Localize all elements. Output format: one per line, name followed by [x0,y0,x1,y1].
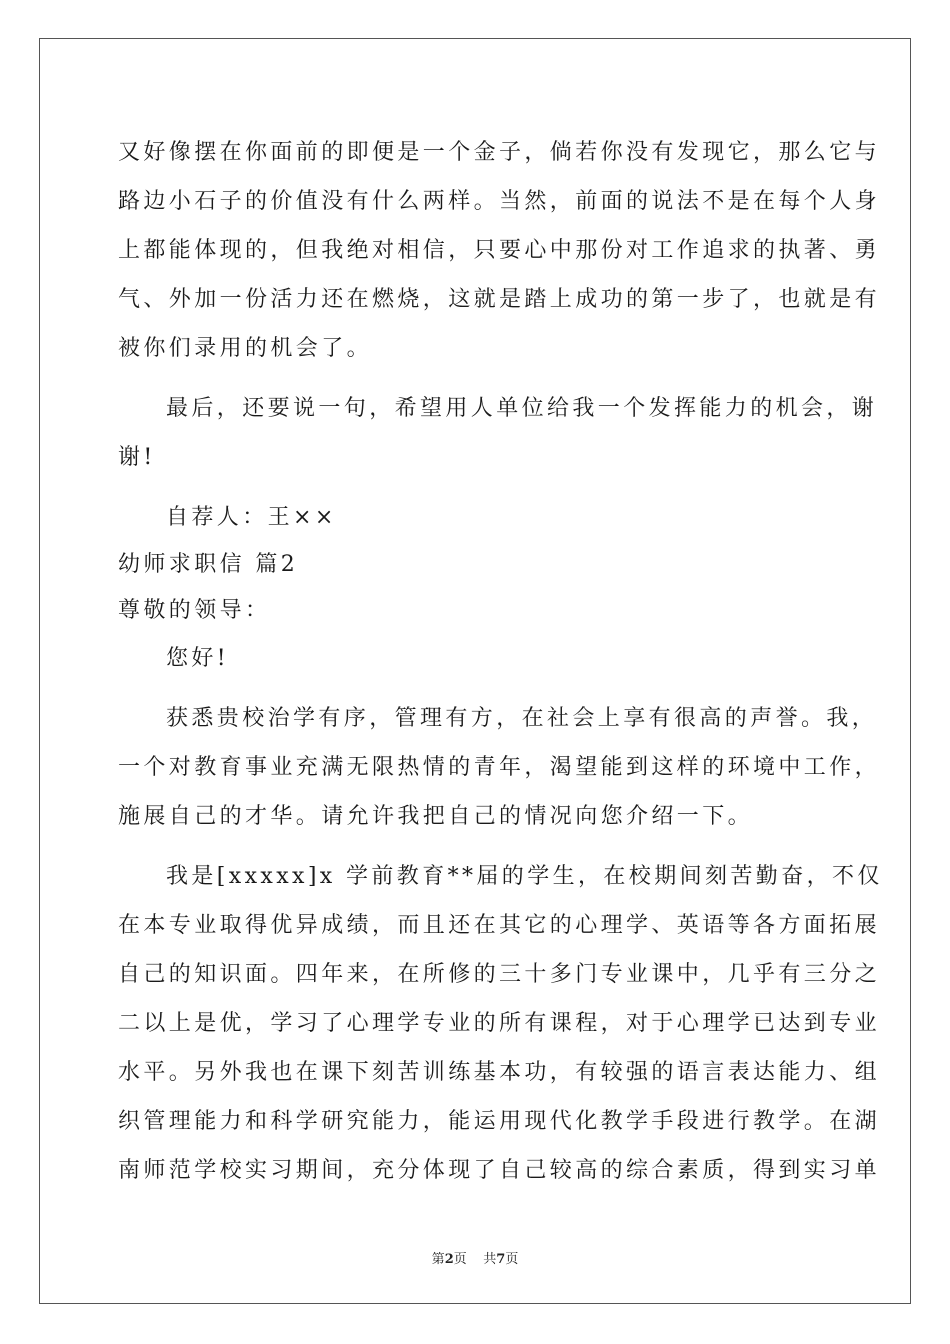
text-line: 织管理能力和科学研究能力，能运用现代化教学手段进行教学。在湖 [118,1109,881,1134]
footer-mid: 页 共 [453,1252,497,1267]
footer-suffix: 页 [505,1252,519,1267]
page-number-footer [0,1248,950,1267]
text-line: 最后，还要说一句，希望用人单位给我一个发挥能力的机会，谢 [166,396,878,421]
paragraph-continuation [118,128,881,373]
section-title: 幼师求职信 篇2 [118,552,299,577]
text-line: 自己的知识面。四年来，在所修的三十多门专业课中，几乎有三分之 [118,962,881,987]
paragraph-background [118,852,883,1195]
text-line: 被你们录用的机会了。 [118,336,373,361]
salutation: 尊敬的领导： [118,598,271,623]
text-line: 一个对教育事业充满无限热情的青年，渴望能到这样的环境中工作， [118,755,881,780]
total-page-number: 7 [496,1252,506,1267]
text-line: 气、外加一份活力还在燃烧，这就是踏上成功的第一步了，也就是有 [118,287,881,312]
signature: 自荐人：王×× [166,505,337,530]
current-page-number: 2 [444,1252,454,1267]
text-line: 水平。另外我也在课下刻苦训练基本功，有较强的语言表达能力、组 [118,1060,881,1085]
text-line: 又好像摆在你面前的即便是一个金子，倘若你没有发现它，那么它与 [118,140,881,165]
text-line: 南师范学校实习期间，充分体现了自己较高的综合素质，得到实习单 [118,1158,881,1183]
document-body [118,128,883,1195]
text-line: 在本专业取得优异成绩，而且还在其它的心理学、英语等各方面拓展 [118,913,881,938]
footer-prefix: 第 [431,1252,445,1267]
text-line: 获悉贵校治学有序，管理有方，在社会上享有很高的声誉。我， [166,706,878,731]
text-line: 路边小石子的价值没有什么两样。当然，前面的说法不是在每个人身 [118,189,881,214]
paragraph-closing [118,384,878,482]
text-line: 二以上是优，学习了心理学专业的所有课程，对于心理学已达到专业 [118,1011,881,1036]
greeting: 您好! [166,646,230,671]
text-line: 我是[xxxxx]x 学前教育**届的学生，在校期间刻苦勤奋，不仅 [166,864,883,889]
paragraph-intro [118,694,881,841]
text-line: 上都能体现的，但我绝对相信，只要心中那份对工作追求的执著、勇 [118,238,881,263]
text-line: 施展自己的才华。请允许我把自己的情况向您介绍一下。 [118,804,754,829]
text-line: 谢! [118,445,156,470]
